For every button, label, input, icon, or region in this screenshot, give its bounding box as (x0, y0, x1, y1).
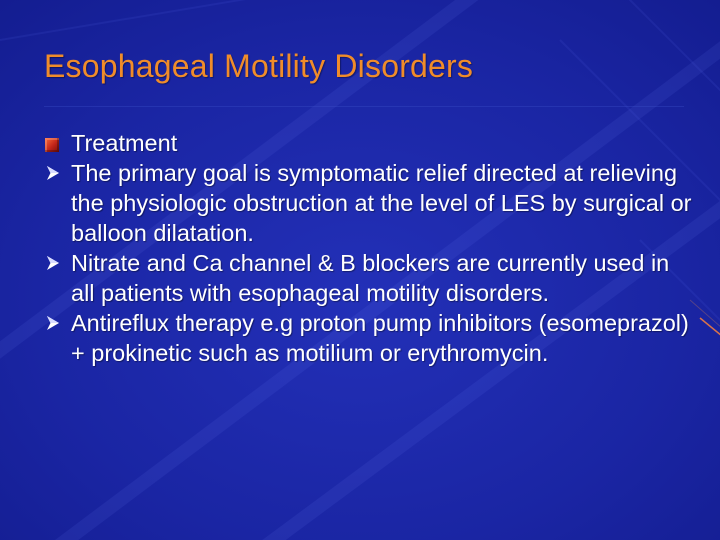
arrow-bullet-icon (44, 158, 71, 188)
arrow-bullet-icon (44, 248, 71, 278)
square-bullet-icon (44, 128, 71, 158)
slide-title: Esophageal Motility Disorders (44, 48, 474, 84)
bullet-item-nitrate (44, 248, 694, 308)
bullet-text: Nitrate and Ca channel & B blockers are currently used in all patients with esophageal motility disorders. (71, 250, 670, 306)
slide-body (44, 128, 694, 368)
bullet-item-antireflux (44, 308, 694, 368)
arrow-bullet-icon (44, 308, 71, 338)
bullet-item-primary-goal (44, 158, 694, 248)
section-heading-text: Treatment (71, 130, 178, 156)
title-divider (44, 106, 684, 107)
bullet-text: Antireflux therapy e.g proton pump inhibitors (esomeprazol) + prokinetic such as motilium or erythromycin. (71, 310, 689, 366)
section-heading-treatment (44, 128, 694, 158)
accent-line (700, 318, 720, 336)
bullet-text: The primary goal is symptomatic relief directed at relieving the physiologic obstruction at the level of LES by surgical or balloon dilatation. (71, 160, 692, 246)
